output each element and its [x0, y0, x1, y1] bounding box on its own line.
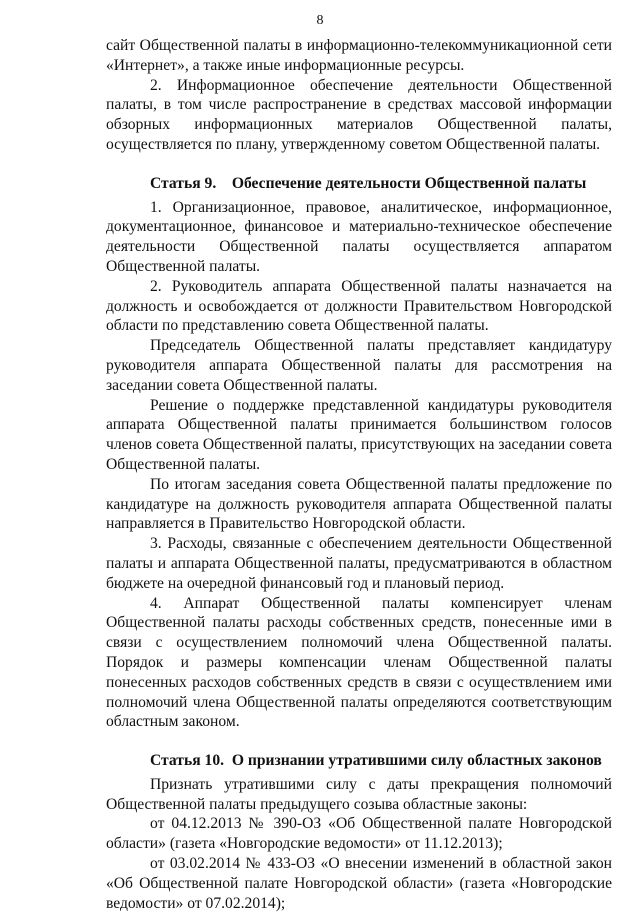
article-9-paragraph: 4. Аппарат Общественной палаты компенсирует членам Общественной палаты расходы собственных средств, понесенные ими в связи с осуществлением полномочий члена Общественной палаты. Порядок и размеры компенсации членам Общественной палаты понесенных расходов собственных средств в связи с осуществлением ими полномочий члена Общественной палаты определяются соответствующим областным законом. [106, 594, 612, 731]
article-10-heading: Статья 10. О признании утратившими силу областных законов [150, 752, 602, 770]
article-9-paragraph: Решение о поддержке представленной кандидатуры руководителя аппарата Общественной палаты принимается большинством голосов членов совета Общественной палаты, присутствующих на заседании совета Общественной палаты. [106, 396, 612, 473]
article-9-paragraph: 2. Руководитель аппарата Общественной палаты назначается на должность и освобождается от должности Правительством Новгородской области по представлению совета Общественной палаты. [106, 277, 612, 335]
article-9-paragraph: Председатель Общественной палаты представляет кандидатуру руководителя аппарата Общественной палаты для рассмотрения на заседании совета Общественной палаты. [106, 337, 612, 394]
article-9-heading: Статья 9. Обеспечение деятельности Общественной палаты [150, 174, 587, 192]
article-10-paragraph: от 03.02.2014 № 433-ОЗ «О внесении изменений в областной закон «Об Общественной палате Новгородской области» (газета «Новгородские ведомости» от 07.02.2014); [106, 855, 612, 912]
article-9-paragraph: 1. Организационное, правовое, аналитическое, информационное, документационное, финансовое и материально-техническое обеспечение деятельности Общественной палаты осуществляется аппаратом Общественной палаты. [106, 198, 612, 275]
paragraph: 2. Информационное обеспечение деятельности Общественной палаты, в том числе распространение в средствах массовой информации обзорных информационных материалов Общественной палаты, осуществляется по плану, утвержденному советом Общественной палаты. [106, 76, 612, 153]
article-10-paragraph: Признать утратившими силу с даты прекращения полномочий Общественной палаты предыдущего созыва областные законы: [106, 775, 612, 813]
article-9-paragraph: По итогам заседания совета Общественной палаты предложение по кандидатуре на должность руководителя аппарата Общественной палаты направляется в Правительство Новгородской области. [106, 475, 612, 533]
page-number: 8 [316, 13, 324, 28]
document-body [106, 36, 612, 913]
article-9-paragraph: 3. Расходы, связанные с обеспечением деятельности Общественной палаты и аппарата Общественной палаты, предусматриваются в областном бюджете на очередной финансовый год и плановый период. [106, 535, 612, 592]
article-10-paragraph: от 04.12.2013 № 390-ОЗ «Об Общественной палате Новгородской области» (газета «Новгородские ведомости» от 11.12.2013); [106, 815, 612, 853]
paragraph-continuation: сайт Общественной палаты в информационно-телекоммуникационной сети «Интернет», а также иные информационные ресурсы. [106, 37, 612, 74]
